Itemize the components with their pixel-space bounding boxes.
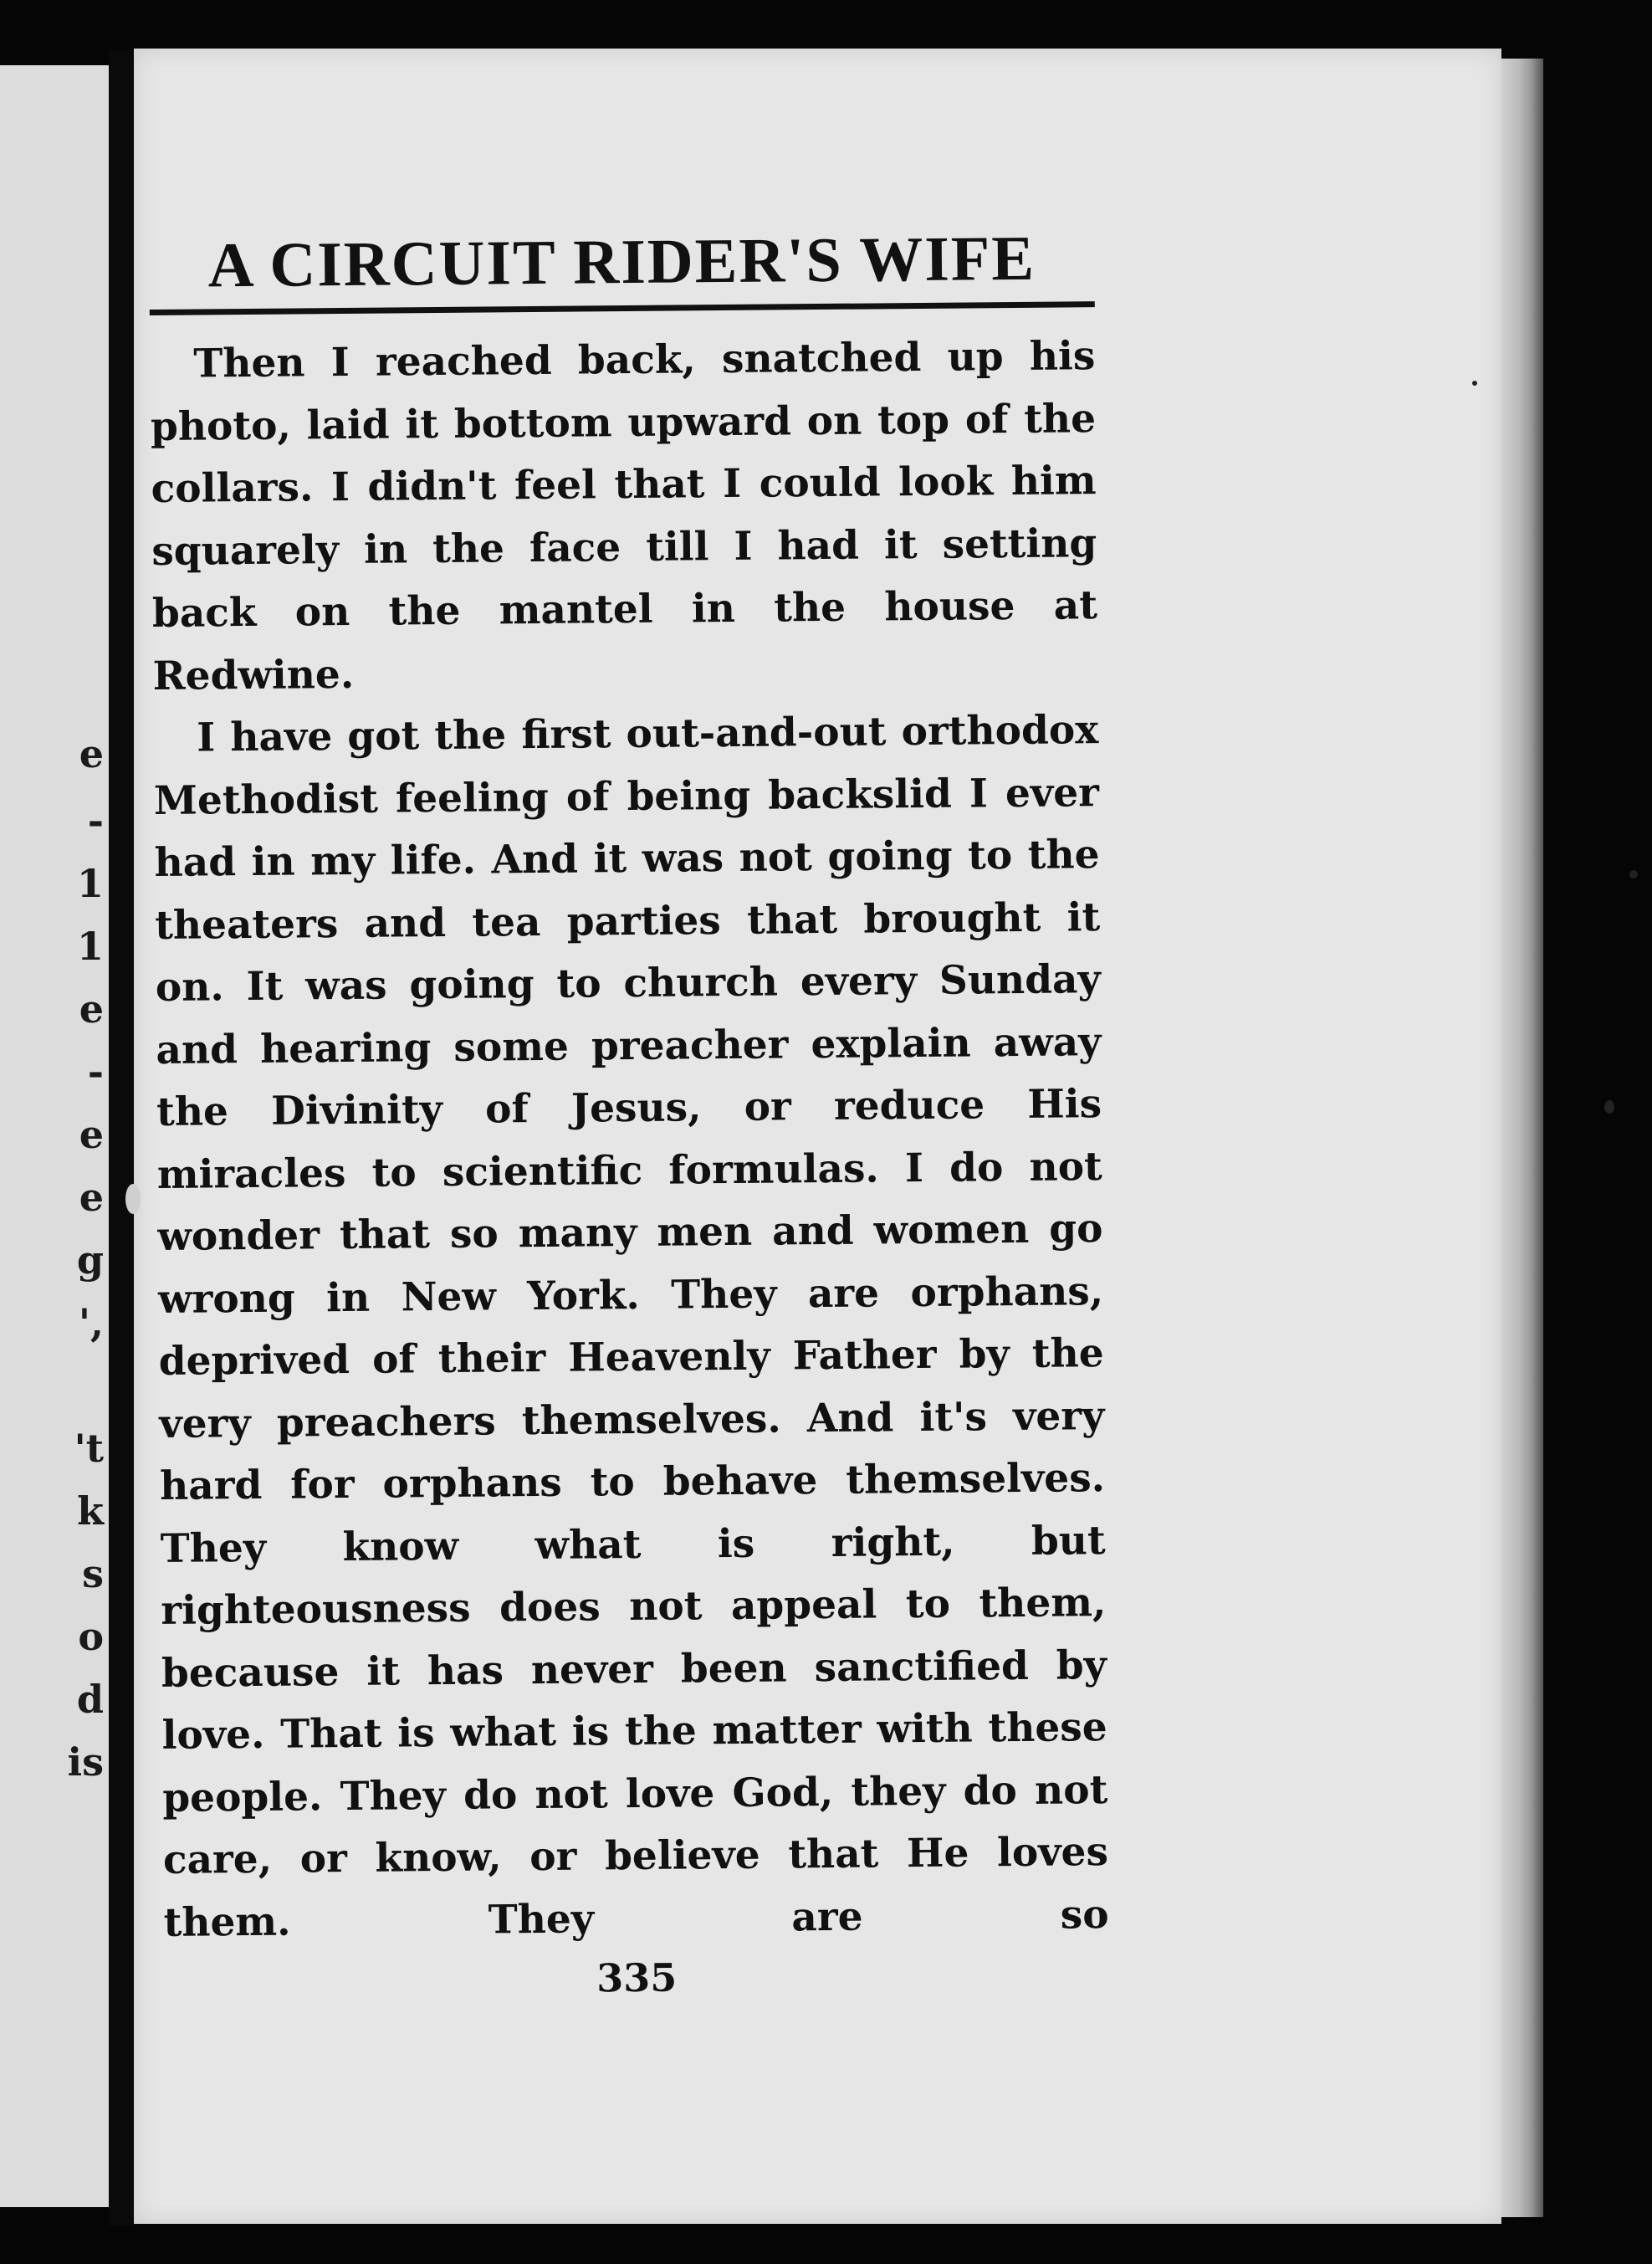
- scan-speck: [1629, 870, 1638, 878]
- left-page-fragment: s: [82, 1551, 104, 1596]
- left-page-strip: [0, 65, 109, 2207]
- page-edge-shadow: [1501, 59, 1543, 2217]
- book-gutter: [109, 50, 136, 2226]
- left-page-fragment: o: [78, 1614, 104, 1659]
- left-page-fragment: 't: [74, 1426, 104, 1471]
- left-page-fragment: ',: [78, 1300, 104, 1345]
- left-page-fragment: 1: [76, 861, 104, 906]
- left-page-fragment: d: [76, 1677, 104, 1722]
- left-page-fragment: -: [87, 798, 104, 843]
- left-page-fragment: k: [77, 1488, 104, 1534]
- left-page-fragment: e: [79, 1175, 104, 1220]
- left-page-fragment: e: [79, 731, 104, 776]
- scan-speck: [1604, 1100, 1614, 1114]
- paragraph: I have got the first out-and-out orthodox Methodist feeling of being backslid I ever had in my life. And it was not going to the theaters and tea parties that brought it on. It was going to church every Sunday and hearing some preacher explain away the Divinity of Jesus, or reduce His miracles to scientific formulas. I do not wonder that so many men and women go wrong in New York. They are orphans, deprived of their Heavenly Father by the very preachers themselves. And it's very hard for orphans to behave themselves. They know what is right, but righteousness does not appeal to them, because it has never been sanctified by love. That is what is the matter with these people. They do not love God, they do not care, or know, or believe that He loves them. They are so: [153, 707, 1109, 1946]
- page-content: [149, 223, 1109, 2005]
- page-number: 335: [596, 1954, 678, 2001]
- left-page-fragment: -: [87, 1049, 104, 1094]
- left-page-fragment: e: [79, 986, 104, 1032]
- left-page-fragment: is: [67, 1739, 104, 1785]
- scan-speck: [125, 1184, 141, 1214]
- body-text: [150, 325, 1109, 1954]
- left-page-fragment: e: [79, 1112, 104, 1157]
- left-page-fragment: g: [76, 1237, 104, 1283]
- paragraph: Then I reached back, snatched up his photo, laid it bottom upward on top of the collars. I didn't feel that I could look him squarely in the face till I had it setting back on the mantel in the house at Redwine.: [150, 333, 1098, 699]
- scan-speck: [1472, 381, 1477, 386]
- running-head: A CIRCUIT RIDER'S WIFE: [207, 223, 1036, 301]
- left-page-fragment: 1: [76, 924, 104, 969]
